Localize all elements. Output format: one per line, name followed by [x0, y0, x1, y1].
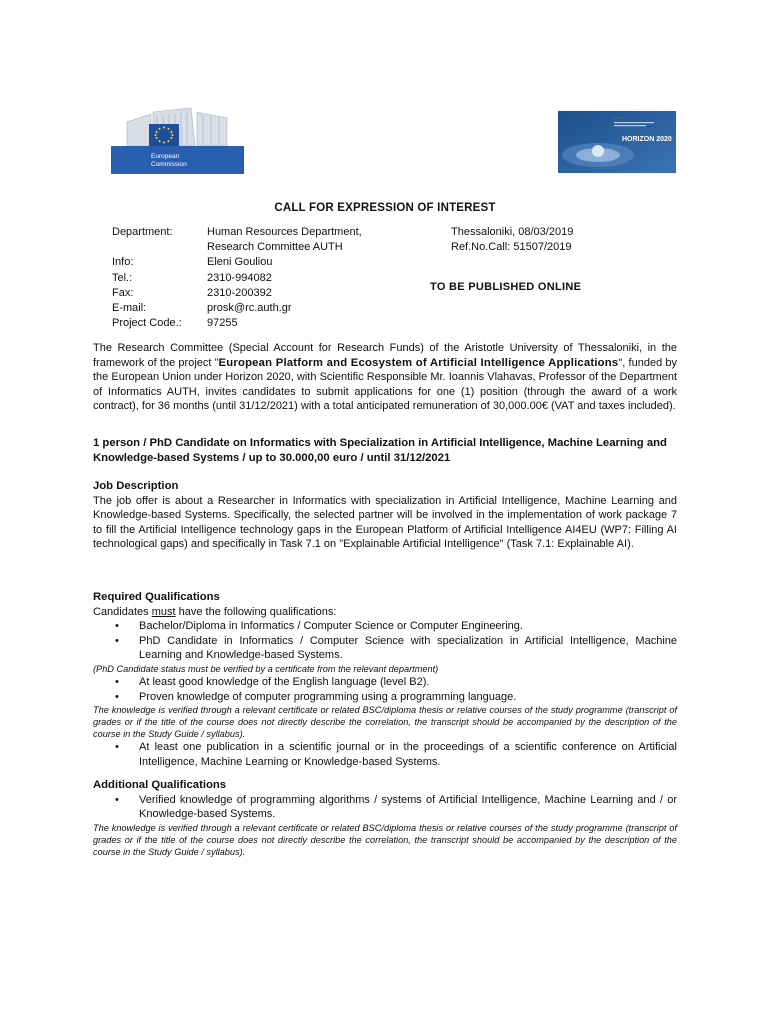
position-title: 1 person / PhD Candidate on Informatics with Specialization in Artificial Intelligence, Machine Learning and Knowledge-based Systems / up to 30.000,00 euro / until 31/12/2021 [93, 437, 667, 464]
info-label: Fax: [112, 286, 134, 299]
svg-text:*: * [618, 116, 620, 120]
project-name: European Platform and Ecosystem of Artificial Intelligence Applications [218, 356, 619, 369]
required-list-a [93, 619, 677, 663]
required-intro-must: must [151, 605, 176, 618]
additional-qualifications-section [93, 778, 677, 858]
list-item: • PhD Candidate in Informatics / Computer Science with specialization in Artificial Intelligence, Machine Learning and Knowledge-based Systems. [93, 634, 677, 663]
info-label: E-mail: [112, 302, 147, 315]
info-value: 2310-200392 [207, 286, 272, 299]
required-intro-pre: Candidates [93, 605, 152, 618]
list-item: • At least one publication in a scientific journal or in the proceedings of a scientific conference on Artificial Intelligence, Machine Learning or Knowledge-based Systems. [93, 740, 677, 769]
job-description-text: The job offer is about a Researcher in Informatics with specialization in Artificial Intelligence, Machine Learning and Knowledge-based Systems. Specifically, the selected partner will be involved in the implementation of work package 7 to fill the Artificial Intelligence technology gaps in the European Platform of Artificial Intelligence AI4EU (WP7: Filling AI technological gaps) and specifically in Task 7.1 on "Explainable Artificial Intelligence" (Task 7.1: Explainable AI). [93, 494, 677, 551]
info-value: Human Resources Department, [207, 226, 362, 238]
required-list-c [93, 740, 677, 769]
contact-info [112, 225, 447, 331]
info-label [112, 240, 207, 255]
intro-text-1: The Research Committee (Special Account for Research Funds) of the Aristotle University of Thessaloniki, in the framework of the project " [93, 342, 677, 369]
info-row [112, 240, 447, 255]
list-item: • Bachelor/Diploma in Informatics / Computer Science or Computer Engineering. [93, 619, 677, 634]
ec-logo-text-2: Commission [151, 161, 187, 168]
svg-text:*: * [622, 117, 624, 121]
required-intro [93, 605, 677, 620]
info-value: prosk@rc.auth.gr [207, 302, 292, 315]
job-description-heading: Job Description [93, 480, 179, 492]
additional-list [93, 793, 677, 822]
reference-block [451, 225, 573, 255]
intro-paragraph [93, 341, 677, 414]
info-row [112, 255, 447, 270]
place-date: Thessaloniki, 08/03/2019 [451, 226, 574, 238]
required-note-a: (PhD Candidate status must be verified by a certificate from the relevant department) [93, 663, 439, 674]
info-row [112, 271, 447, 286]
info-label: Project Code.: [112, 317, 182, 330]
svg-text:*: * [614, 117, 616, 121]
info-row [112, 316, 447, 331]
info-row [112, 225, 447, 240]
info-value: Research Committee AUTH [207, 241, 343, 254]
info-value: 2310-994082 [207, 271, 272, 284]
additional-qualifications-heading: Additional Qualifications [93, 779, 227, 791]
list-item: • At least good knowledge of the English language (level B2). [93, 675, 677, 690]
intro-text-2: ", funded by the European Union under Horizon 2020, with Scientific Responsible Mr. Ioannis Vlahavas, Professor of the Department of Informatics AUTH, invites candidates to submit applications for one (1) position (through the award of a work contract), for 36 months (until 31/12/2021) with a total anticipated remuneration of 30,000.00€ (VAT and taxes included). [93, 356, 678, 413]
required-list-b [93, 675, 677, 704]
h2020-logo-text: HORIZON 2020 [622, 136, 672, 143]
info-row [112, 301, 447, 316]
required-qualifications-section [93, 590, 677, 769]
required-qualifications-heading: Required Qualifications [93, 591, 220, 603]
list-item: • Proven knowledge of computer programming using a programming language. [93, 690, 677, 705]
info-label: Department: [112, 226, 173, 238]
info-row [112, 286, 447, 301]
reference-number: Ref.No.Call: 51507/2019 [451, 241, 572, 254]
info-value: Eleni Gouliou [207, 256, 273, 269]
required-note-b: The knowledge is verified through a relevant certificate or related BSC/diploma thesis or relative courses of the study programme (transcript of grades or if the title of the course does not directly describe the correlation, the transcript should be accompanied by the description of the course in the Study Guide / syllabus). [93, 705, 677, 740]
publish-note: TO BE PUBLISHED ONLINE [430, 281, 582, 293]
list-item: • Verified knowledge of programming algorithms / systems of Artificial Intelligence, Machine Learning and / or Knowledge-based Systems. [93, 793, 677, 822]
ec-logo-text-1: European [151, 153, 180, 160]
additional-note: The knowledge is verified through a relevant certificate or related BSC/diploma thesis or relative courses of the study programme (transcript of grades or if the title of the course does not directly describe the correlation, the transcript should be accompanied by the description of the course in the Study Guide / syllabus). [93, 822, 677, 857]
info-label: Tel.: [112, 271, 133, 284]
document-title: CALL FOR EXPRESSION OF INTEREST [274, 202, 496, 214]
job-description-section [93, 479, 677, 552]
horizon-2020-logo [558, 111, 676, 173]
info-value: 97255 [207, 317, 238, 330]
required-intro-post: have the following qualifications: [175, 605, 337, 618]
european-commission-logo [111, 106, 244, 174]
info-label: Info: [112, 256, 134, 269]
